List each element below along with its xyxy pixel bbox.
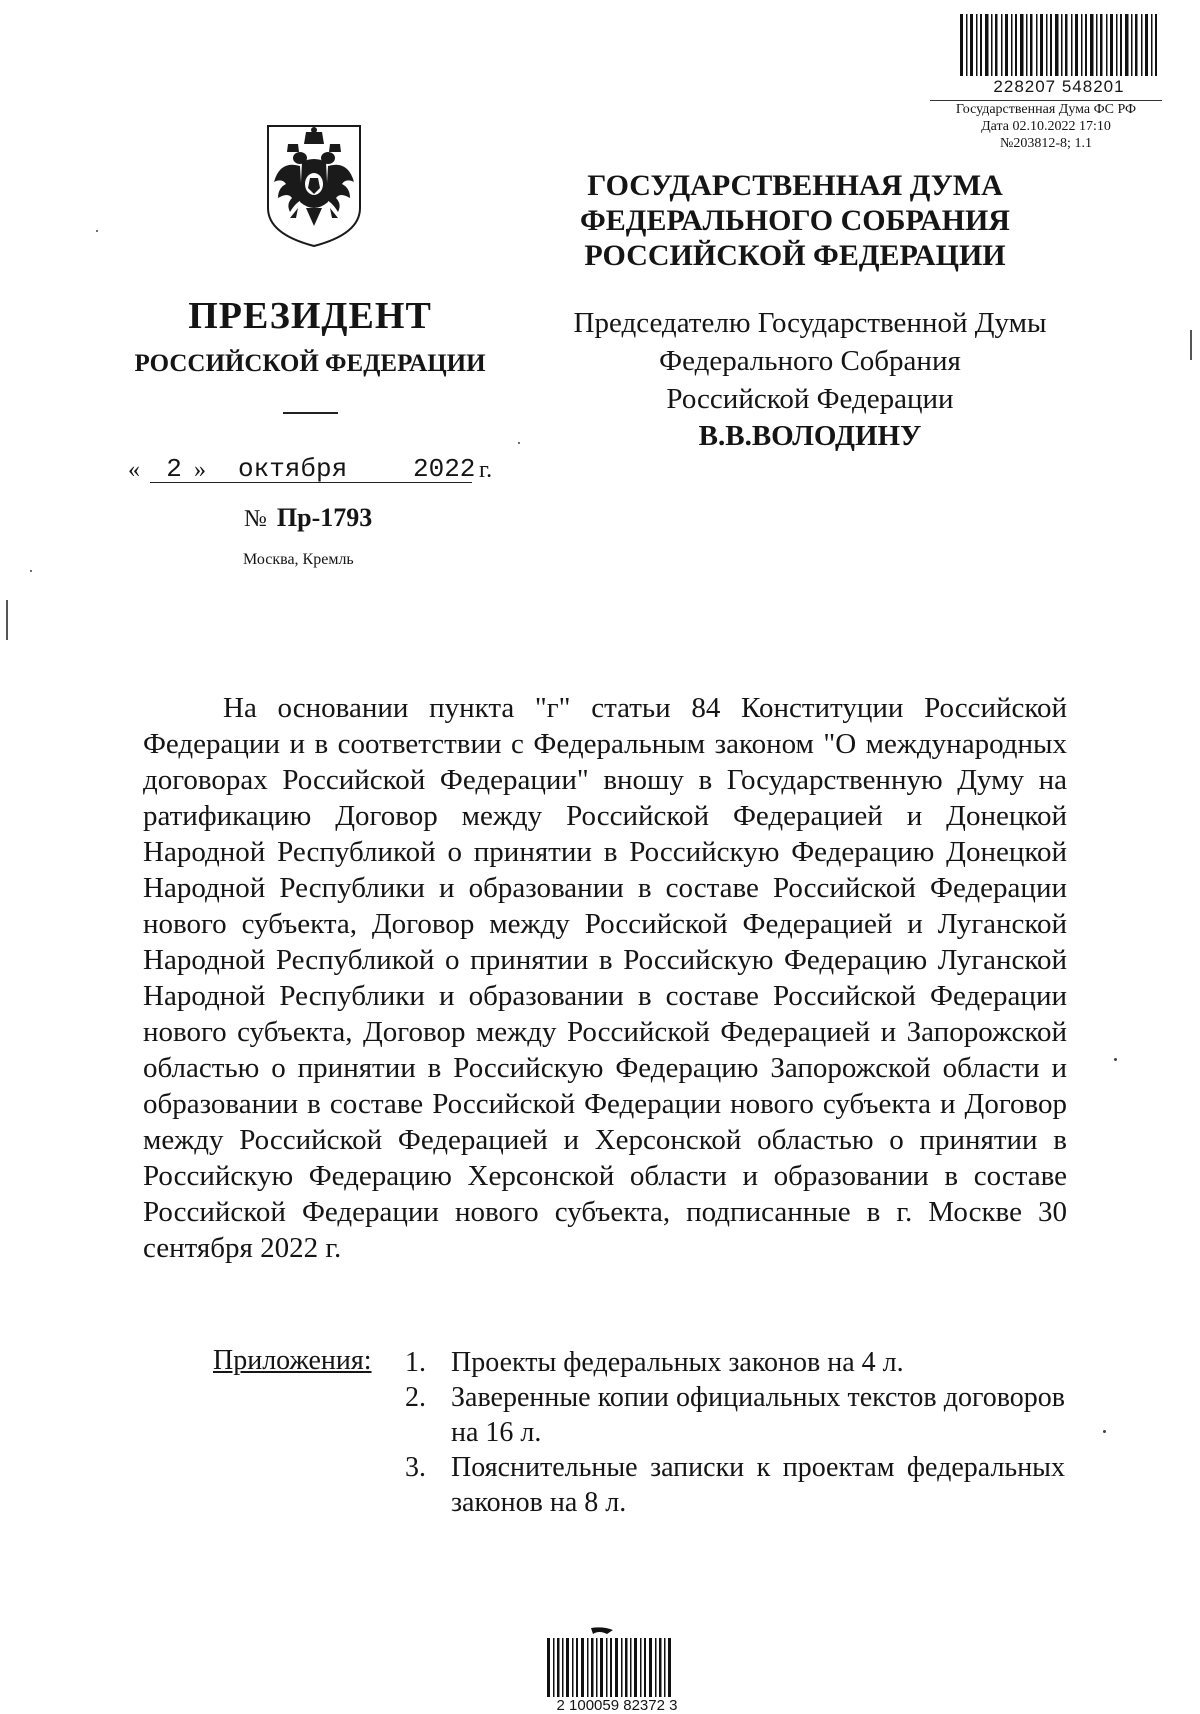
attachment-text: Проекты федеральных законов на 4 л.	[451, 1347, 904, 1378]
document-place: Москва, Кремль	[243, 551, 354, 568]
institution-line: ФЕДЕРАЛЬНОГО СОБРАНИЯ	[580, 204, 1010, 237]
scan-speck	[1103, 1430, 1106, 1433]
addressee-name: В.В.ВОЛОДИНУ	[698, 420, 922, 452]
attachment-item	[405, 1450, 1065, 1520]
addressee-title	[550, 304, 1070, 418]
scan-speck	[96, 230, 98, 232]
registration-date: Дата 02.10.2022 17:10	[981, 119, 1111, 134]
attachment-item	[405, 1380, 1065, 1450]
sender-title: ПРЕЗИДЕНТ	[188, 295, 432, 337]
attachments-list	[405, 1345, 1065, 1520]
date-year-suffix: г.	[479, 457, 493, 483]
date-month: октября	[238, 454, 348, 484]
registration-number: №203812-8; 1.1	[1000, 136, 1092, 151]
date-open-quote: «	[128, 457, 140, 483]
letter-body: На основании пункта "г" статьи 84 Конституции Российской Федерации и в соответствии с Федеральным законом "О международных договорах Российской Федерации" вношу в Государственную Думу на ратификацию Договор между Российской Федерацией и Донецкой Народной Республикой о принятии в Российскую Федерацию Донецкой Народной Республики и образовании в составе Российской Федерации нового субъекта, Договор между Российской Федерацией и Луганской Народной Республикой о принятии в Российскую Федерацию Луганской Народной Республики и образовании в составе Российской Федерации нового субъекта, Договор между Российской Федерацией и Запорожской областью о принятии в Российскую Федерацию Запорожской области и образовании в составе Российской Федерации нового субъекта и Договор между Российской Федерацией и Херсонской областью о принятии в Российскую Федерацию Херсонской области и образовании в составе Российской Федерации нового субъекта, подписанные в г. Москве 30 сентября 2022 г.	[143, 692, 1067, 1264]
sender-subtitle: РОССИЙСКОЙ ФЕДЕРАЦИИ	[134, 350, 486, 377]
date-day: 2	[166, 454, 182, 484]
addressee-line: Председателю Государственной Думы	[573, 307, 1047, 339]
institution-line: ГОСУДАРСТВЕННАЯ ДУМА	[587, 169, 1003, 202]
attachment-text: Заверенные копии официальных текстов договоров на 16 л.	[451, 1382, 1065, 1448]
document-number	[244, 503, 372, 533]
date-underline	[150, 482, 472, 483]
scan-speck	[518, 442, 520, 444]
scan-speck	[1114, 1058, 1117, 1061]
scan-edge-mark	[1190, 330, 1192, 360]
attachment-number: 2.	[405, 1382, 426, 1413]
attachments-label: Приложения:	[213, 1345, 372, 1376]
attachment-number: 1.	[405, 1347, 426, 1378]
bottom-barcode	[547, 1626, 675, 1702]
document-date	[128, 452, 508, 488]
registration-stamp	[920, 14, 1165, 151]
recipient-institution	[560, 168, 1030, 273]
coat-of-arms-icon	[262, 122, 366, 250]
number-value: Пр-1793	[276, 503, 373, 532]
attachment-number: 3.	[405, 1452, 426, 1483]
bottom-barcode-stamp	[532, 1618, 692, 1713]
addressee-line: Российской Федерации	[666, 383, 954, 415]
attachment-text: Пояснительные записки к проектам федеральных законов на 8 л.	[451, 1452, 1065, 1518]
registration-institution: Государственная Дума ФС РФ	[955, 102, 1137, 117]
date-year: 2022	[413, 454, 476, 484]
number-label: №	[244, 506, 267, 532]
registration-barcode	[958, 14, 1158, 76]
institution-line: РОССИЙСКОЙ ФЕДЕРАЦИИ	[584, 239, 1006, 272]
date-close-quote: »	[194, 457, 206, 483]
addressee-line: Федерального Собрания	[659, 345, 961, 377]
scan-speck	[30, 570, 32, 572]
registration-details	[930, 100, 1162, 152]
divider	[283, 412, 338, 414]
attachment-item	[405, 1345, 1065, 1380]
registration-barcode-number: 228207 548201	[964, 77, 1154, 97]
scan-edge-mark	[6, 600, 8, 640]
bottom-barcode-number: 2 100059 82372 3	[532, 1697, 702, 1714]
